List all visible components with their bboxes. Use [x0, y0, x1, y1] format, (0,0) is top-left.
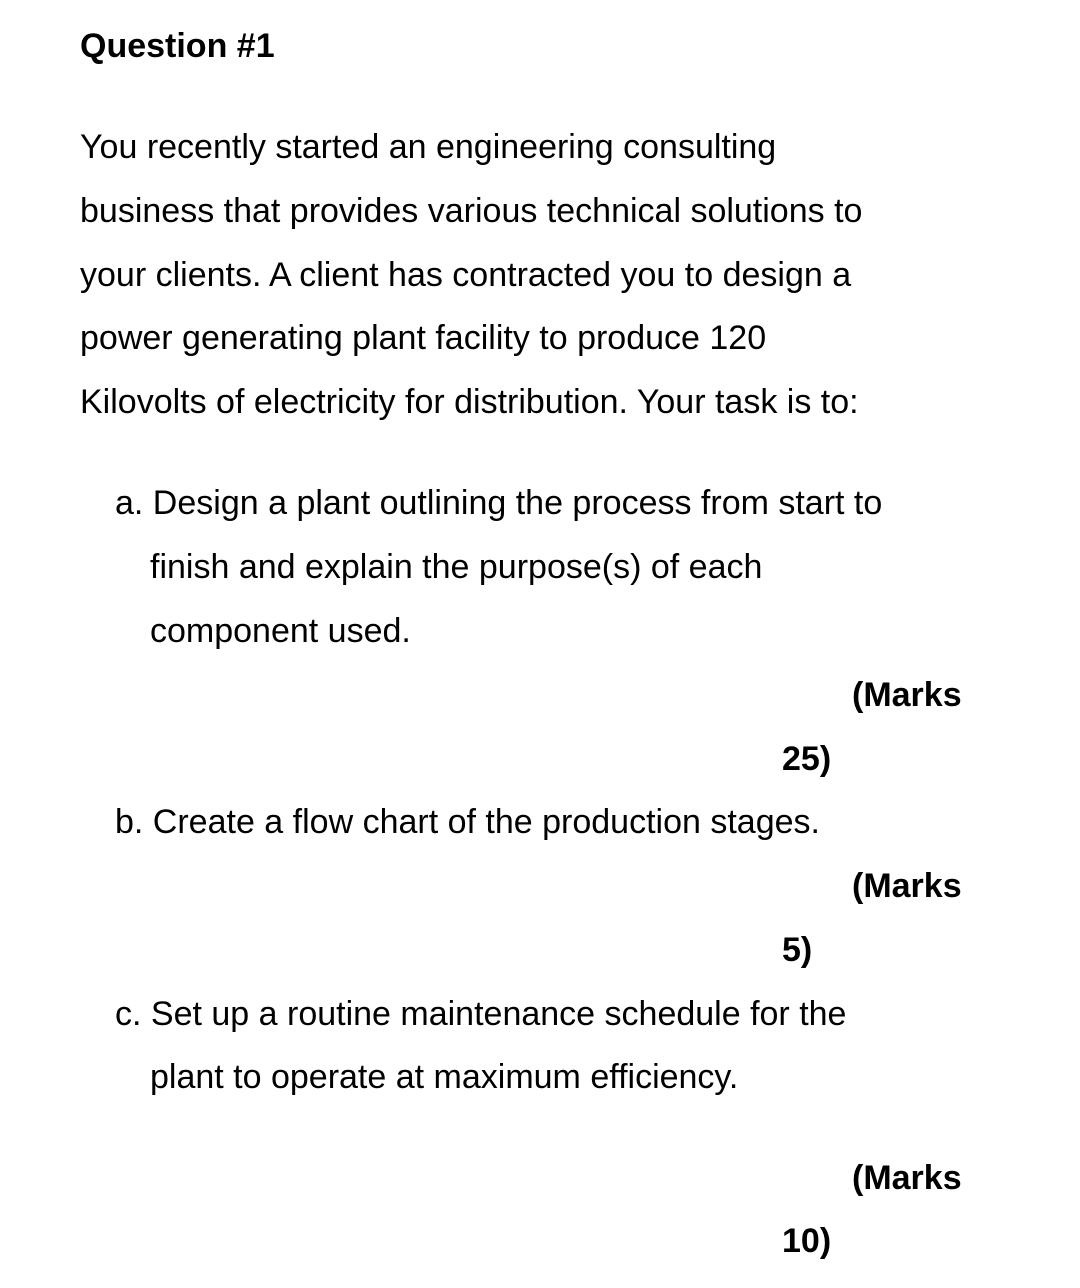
intro-line-5: Kilovolts of electricity for distribution. Your task is to: — [80, 383, 859, 421]
question-title: Question #1 — [80, 27, 275, 65]
part-c-marks-value: 10) — [782, 1222, 832, 1260]
part-c-marks-label: (Marks — [852, 1159, 962, 1197]
part-b-line-1: b. Create a flow chart of the production stages. — [115, 803, 820, 841]
intro-line-1: You recently started an engineering consulting — [80, 128, 777, 166]
part-a-marks-label: (Marks — [852, 676, 962, 714]
part-a-marks-value: 25) — [782, 740, 832, 778]
part-b-marks-label: (Marks — [852, 867, 962, 905]
part-a-line-2: finish and explain the purpose(s) of each — [150, 548, 763, 586]
intro-line-2: business that provides various technical solutions to — [80, 192, 863, 230]
part-b-marks-value: 5) — [782, 931, 813, 969]
part-c-line-2: plant to operate at maximum efficiency. — [150, 1058, 739, 1096]
part-a-line-1: a. Design a plant outlining the process from start to — [115, 484, 883, 522]
part-a-line-3: component used. — [150, 612, 411, 650]
intro-line-3: your clients. A client has contracted you to design a — [80, 256, 852, 294]
part-c-line-1: c. Set up a routine maintenance schedule for the — [115, 995, 847, 1033]
intro-line-4: power generating plant facility to produce 120 — [80, 319, 767, 357]
